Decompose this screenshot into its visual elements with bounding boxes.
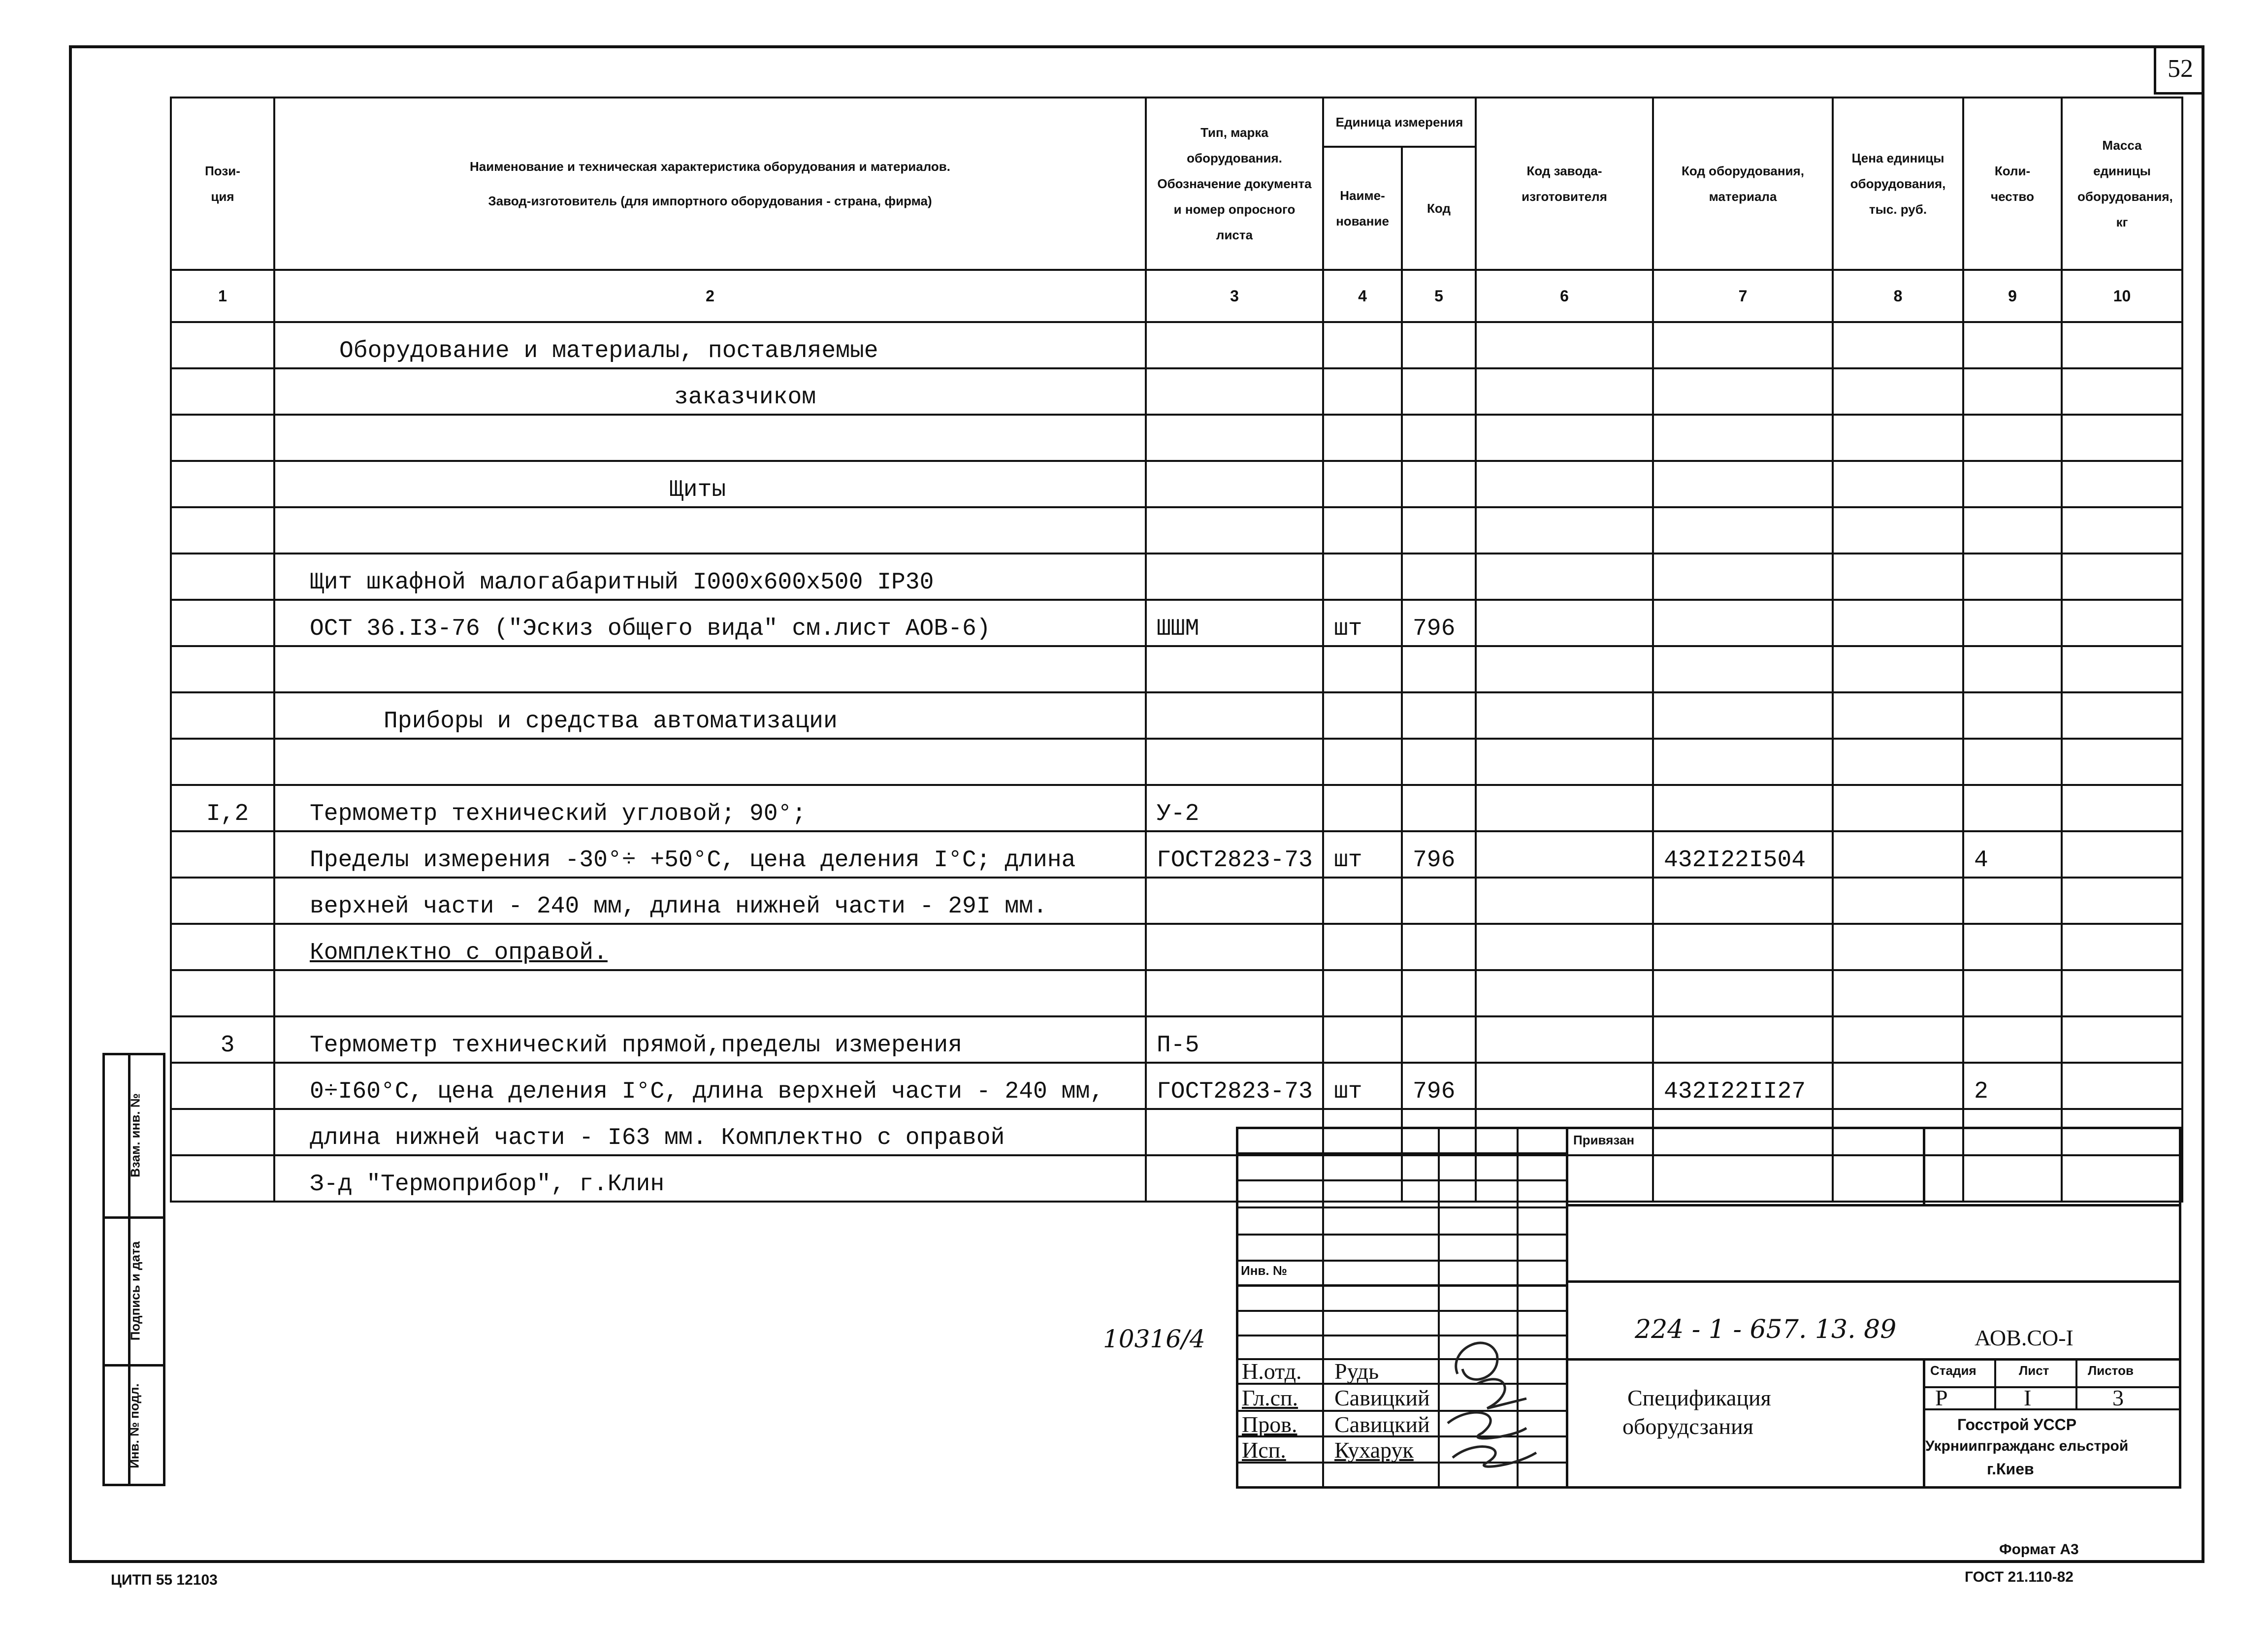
signatures xyxy=(1428,1310,1566,1472)
cell-qty xyxy=(1963,507,2062,554)
cell-code xyxy=(1402,368,1476,415)
cell-equip xyxy=(1653,739,1833,785)
handwritten-number: 10316/4 xyxy=(1103,1325,1205,1353)
gost-label: ГОСТ 21.110-82 xyxy=(1965,1569,2074,1585)
label-vzam-inv: Взам. инв. № xyxy=(128,1093,143,1177)
cell-equip xyxy=(1653,924,1833,970)
cell-type xyxy=(1146,322,1323,368)
cell-unit: шт xyxy=(1323,831,1402,878)
cell-mass xyxy=(2062,646,2182,692)
cell-price xyxy=(1833,1016,1963,1063)
cell-mass xyxy=(2062,322,2182,368)
cell-type: ГОСТ2823-73 xyxy=(1146,1063,1323,1109)
cell-code xyxy=(1402,924,1476,970)
cell-code xyxy=(1402,970,1476,1016)
cell-plant xyxy=(1476,415,1653,461)
cipt-label: ЦИТП 55 12103 xyxy=(111,1572,218,1588)
cell-mass xyxy=(2062,785,2182,831)
cell-type: ГОСТ2823-73 xyxy=(1146,831,1323,878)
header-unit: Единица измерения xyxy=(1323,98,1476,147)
table-row xyxy=(171,831,2182,878)
cell-unit xyxy=(1323,970,1402,1016)
cell-code xyxy=(1402,1016,1476,1063)
cell-plant xyxy=(1476,600,1653,646)
cell-equip xyxy=(1653,646,1833,692)
table-row xyxy=(171,1016,2182,1063)
cell-qty xyxy=(1963,600,2062,646)
table-row xyxy=(171,646,2182,692)
specification-table xyxy=(170,97,2183,1203)
role-3: Пров. xyxy=(1242,1412,1297,1437)
column-number: 3 xyxy=(1146,270,1323,322)
cell-price xyxy=(1833,507,1963,554)
cell-plant xyxy=(1476,970,1653,1016)
cell-type xyxy=(1146,924,1323,970)
table-row xyxy=(171,368,2182,415)
column-number: 4 xyxy=(1323,270,1402,322)
cell-mass xyxy=(2062,461,2182,507)
format-label: Формат А3 xyxy=(1999,1541,2079,1558)
cell-price xyxy=(1833,785,1963,831)
cell-name xyxy=(274,507,1146,554)
header-equipment-code: Код оборудования, материала xyxy=(1653,98,1833,270)
table-row xyxy=(171,322,2182,368)
cell-qty xyxy=(1963,368,2062,415)
cell-pos xyxy=(171,1155,274,1202)
header-price: Цена единицы оборудования, тыс. руб. xyxy=(1833,98,1963,270)
sheets-value: 3 xyxy=(2112,1385,2124,1410)
cell-mass xyxy=(2062,415,2182,461)
cell-qty xyxy=(1963,646,2062,692)
cell-pos: 3 xyxy=(171,1016,274,1063)
table-row xyxy=(171,554,2182,600)
cell-qty xyxy=(1963,878,2062,924)
cell-code xyxy=(1402,739,1476,785)
cell-name: Термометр технический угловой; 90°; xyxy=(274,785,1146,831)
table-row xyxy=(171,600,2182,646)
cell-mass xyxy=(2062,554,2182,600)
cell-name: ОСТ 36.I3-76 ("Эскиз общего вида" см.лист АОВ-6) xyxy=(274,600,1146,646)
label-privyazan: Привязан xyxy=(1573,1133,1635,1147)
cell-pos xyxy=(171,1063,274,1109)
cell-pos xyxy=(171,600,274,646)
label-inv-podl: Инв. № подл. xyxy=(127,1383,142,1468)
cell-pos xyxy=(171,507,274,554)
column-number: 9 xyxy=(1963,270,2062,322)
role-4: Исп. xyxy=(1242,1437,1286,1463)
cell-type xyxy=(1146,507,1323,554)
cell-name: Оборудование и материалы, поставляемые xyxy=(274,322,1146,368)
table-row xyxy=(171,1063,2182,1109)
column-number: 8 xyxy=(1833,270,1963,322)
cell-code xyxy=(1402,507,1476,554)
table-row xyxy=(171,970,2182,1016)
cell-price xyxy=(1833,554,1963,600)
cell-plant xyxy=(1476,739,1653,785)
cell-unit xyxy=(1323,507,1402,554)
cell-qty xyxy=(1963,739,2062,785)
cell-equip xyxy=(1653,368,1833,415)
cell-price xyxy=(1833,970,1963,1016)
cell-pos xyxy=(171,646,274,692)
cell-plant xyxy=(1476,1016,1653,1063)
cell-type: ШШМ xyxy=(1146,600,1323,646)
cell-unit xyxy=(1323,554,1402,600)
cell-pos xyxy=(171,322,274,368)
label-inv-no: Инв. № xyxy=(1241,1263,1287,1278)
cell-plant xyxy=(1476,646,1653,692)
cell-code: 796 xyxy=(1402,1063,1476,1109)
cell-unit xyxy=(1323,415,1402,461)
cell-name: Щит шкафной малогабаритный I000x600x500 IP30 xyxy=(274,554,1146,600)
cell-name: длина нижней части - I63 мм. Комплектно с оправой xyxy=(274,1109,1146,1155)
cell-pos xyxy=(171,1109,274,1155)
name-3: Савицкий xyxy=(1334,1412,1430,1437)
header-plant-code: Код завода-изготовителя xyxy=(1476,98,1653,270)
cell-mass xyxy=(2062,692,2182,739)
cell-equip xyxy=(1653,1016,1833,1063)
cell-plant xyxy=(1476,878,1653,924)
column-number: 2 xyxy=(274,270,1146,322)
cell-qty xyxy=(1963,785,2062,831)
cell-name: Щиты xyxy=(274,461,1146,507)
cell-code xyxy=(1402,878,1476,924)
cell-equip xyxy=(1653,878,1833,924)
doc-title-line2: оборудсзания xyxy=(1622,1414,1753,1439)
cell-qty xyxy=(1963,415,2062,461)
cell-type xyxy=(1146,415,1323,461)
cell-plant xyxy=(1476,554,1653,600)
cell-code xyxy=(1402,785,1476,831)
cell-unit xyxy=(1323,368,1402,415)
table-row xyxy=(171,924,2182,970)
cell-name xyxy=(274,970,1146,1016)
cell-type xyxy=(1146,461,1323,507)
label-podpis-data: Подпись и дата xyxy=(128,1241,143,1341)
header-unit-name: Наиме-нование xyxy=(1323,147,1402,270)
cell-mass xyxy=(2062,831,2182,878)
cell-pos xyxy=(171,692,274,739)
cell-price xyxy=(1833,692,1963,739)
cell-pos xyxy=(171,415,274,461)
cell-type xyxy=(1146,646,1323,692)
cell-unit: шт xyxy=(1323,600,1402,646)
table-row xyxy=(171,415,2182,461)
cell-plant xyxy=(1476,322,1653,368)
stage-value: Р xyxy=(1935,1385,1948,1410)
column-number: 10 xyxy=(2062,270,2182,322)
cell-code xyxy=(1402,415,1476,461)
cell-type xyxy=(1146,739,1323,785)
cell-pos xyxy=(171,831,274,878)
cell-price xyxy=(1833,322,1963,368)
role-2: Гл.сп. xyxy=(1242,1385,1298,1410)
cell-plant xyxy=(1476,368,1653,415)
cell-code xyxy=(1402,692,1476,739)
column-number: 6 xyxy=(1476,270,1653,322)
cell-qty: 4 xyxy=(1963,831,2062,878)
cell-mass xyxy=(2062,1063,2182,1109)
cell-pos xyxy=(171,739,274,785)
cell-code: 796 xyxy=(1402,600,1476,646)
cell-plant xyxy=(1476,1063,1653,1109)
header-position: Пози- ция xyxy=(171,98,274,270)
cell-mass xyxy=(2062,1016,2182,1063)
cell-name xyxy=(274,739,1146,785)
doc-title-line1: Спецификация xyxy=(1627,1385,1771,1410)
cell-type xyxy=(1146,970,1323,1016)
sheet-value: I xyxy=(2024,1385,2032,1410)
table-row xyxy=(171,461,2182,507)
cell-unit xyxy=(1323,924,1402,970)
cell-equip: 432I22I504 xyxy=(1653,831,1833,878)
org-line3: г.Киев xyxy=(1987,1460,2034,1478)
cell-name: верхней части - 240 мм, длина нижней части - 29I мм. xyxy=(274,878,1146,924)
cell-unit xyxy=(1323,646,1402,692)
cell-code xyxy=(1402,322,1476,368)
cell-name: Комплектно с оправой. xyxy=(274,924,1146,970)
table-row xyxy=(171,507,2182,554)
cell-equip: 432I22II27 xyxy=(1653,1063,1833,1109)
cell-plant xyxy=(1476,785,1653,831)
document-code: 224 - 1 - 657. 13. 89 xyxy=(1635,1315,1897,1344)
cell-unit: шт xyxy=(1323,1063,1402,1109)
table-row xyxy=(171,739,2182,785)
header-mass: Масса единицы оборудования, кг xyxy=(2062,98,2182,270)
cell-name: Пределы измерения -30°÷ +50°С, цена деления I°С; длина xyxy=(274,831,1146,878)
cell-type: П-5 xyxy=(1146,1016,1323,1063)
header-name: Наименование и техническая характеристика оборудования и материалов. Завод-изготовитель (для импортного оборудования - страна, фирма) xyxy=(274,98,1146,270)
cell-type xyxy=(1146,878,1323,924)
cell-equip xyxy=(1653,554,1833,600)
cell-equip xyxy=(1653,692,1833,739)
cell-equip xyxy=(1653,322,1833,368)
org-line2: Укрниипгражданс ельстрой xyxy=(1925,1438,2129,1454)
cell-name: 0÷I60°С, цена деления I°С, длина верхней части - 240 мм, xyxy=(274,1063,1146,1109)
cell-code xyxy=(1402,646,1476,692)
label-sheet: Лист xyxy=(2019,1363,2049,1378)
cell-pos: I,2 xyxy=(171,785,274,831)
cell-price xyxy=(1833,878,1963,924)
cell-type: У-2 xyxy=(1146,785,1323,831)
cell-unit xyxy=(1323,785,1402,831)
cell-pos xyxy=(171,554,274,600)
cell-price xyxy=(1833,600,1963,646)
cell-equip xyxy=(1653,785,1833,831)
cell-unit xyxy=(1323,461,1402,507)
cell-pos xyxy=(171,970,274,1016)
cell-name xyxy=(274,415,1146,461)
cell-plant xyxy=(1476,831,1653,878)
cell-mass xyxy=(2062,507,2182,554)
cell-pos xyxy=(171,368,274,415)
role-1: Н.отд. xyxy=(1242,1359,1302,1384)
cell-equip xyxy=(1653,600,1833,646)
cell-price xyxy=(1833,831,1963,878)
name-2: Савицкий xyxy=(1334,1385,1430,1410)
column-number: 7 xyxy=(1653,270,1833,322)
table-row xyxy=(171,785,2182,831)
cell-qty xyxy=(1963,970,2062,1016)
cell-code xyxy=(1402,554,1476,600)
cell-mass xyxy=(2062,878,2182,924)
cell-qty xyxy=(1963,692,2062,739)
cell-name: Приборы и средства автоматизации xyxy=(274,692,1146,739)
column-number: 5 xyxy=(1402,270,1476,322)
cell-type xyxy=(1146,692,1323,739)
cell-name: заказчиком xyxy=(274,368,1146,415)
cell-mass xyxy=(2062,368,2182,415)
cell-price xyxy=(1833,415,1963,461)
cell-mass xyxy=(2062,739,2182,785)
cell-equip xyxy=(1653,970,1833,1016)
cell-price xyxy=(1833,368,1963,415)
cell-qty xyxy=(1963,1016,2062,1063)
cell-price xyxy=(1833,461,1963,507)
header-quantity: Коли-чество xyxy=(1963,98,2062,270)
table-row xyxy=(171,878,2182,924)
cell-equip xyxy=(1653,461,1833,507)
org-line1: Госстрой УССР xyxy=(1957,1416,2077,1434)
cell-name xyxy=(274,646,1146,692)
cell-type xyxy=(1146,554,1323,600)
cell-pos xyxy=(171,878,274,924)
cell-code xyxy=(1402,461,1476,507)
cell-qty xyxy=(1963,554,2062,600)
cell-price xyxy=(1833,924,1963,970)
name-4: Кухарук xyxy=(1334,1437,1414,1463)
label-sheets: Листов xyxy=(2088,1363,2134,1378)
cell-name: Термометр технический прямой,пределы измерения xyxy=(274,1016,1146,1063)
cell-mass xyxy=(2062,924,2182,970)
cell-equip xyxy=(1653,415,1833,461)
cell-price xyxy=(1833,1063,1963,1109)
sheet-code: АОВ.СО-I xyxy=(1975,1325,2074,1350)
cell-qty: 2 xyxy=(1963,1063,2062,1109)
cell-price xyxy=(1833,646,1963,692)
header-type: Тип, марка оборудования. Обозначение документа и номер опросного листа xyxy=(1146,98,1323,270)
cell-unit xyxy=(1323,692,1402,739)
cell-plant xyxy=(1476,924,1653,970)
cell-plant xyxy=(1476,461,1653,507)
cell-pos xyxy=(171,924,274,970)
cell-qty xyxy=(1963,322,2062,368)
cell-unit xyxy=(1323,322,1402,368)
cell-mass xyxy=(2062,970,2182,1016)
column-number: 1 xyxy=(171,270,274,322)
cell-name: З-д "Термоприбор", г.Клин xyxy=(274,1155,1146,1202)
cell-price xyxy=(1833,739,1963,785)
header-unit-code: Код xyxy=(1402,147,1476,270)
cell-equip xyxy=(1653,507,1833,554)
cell-plant xyxy=(1476,507,1653,554)
cell-plant xyxy=(1476,692,1653,739)
label-stage: Стадия xyxy=(1930,1363,1976,1378)
cell-unit xyxy=(1323,739,1402,785)
cell-mass xyxy=(2062,600,2182,646)
cell-unit xyxy=(1323,878,1402,924)
table-row xyxy=(171,692,2182,739)
sheet-number: 52 xyxy=(2154,45,2204,95)
name-1: Рудь xyxy=(1334,1359,1379,1384)
cell-type xyxy=(1146,368,1323,415)
cell-qty xyxy=(1963,924,2062,970)
cell-pos xyxy=(171,461,274,507)
cell-code: 796 xyxy=(1402,831,1476,878)
cell-unit xyxy=(1323,1016,1402,1063)
cell-qty xyxy=(1963,461,2062,507)
